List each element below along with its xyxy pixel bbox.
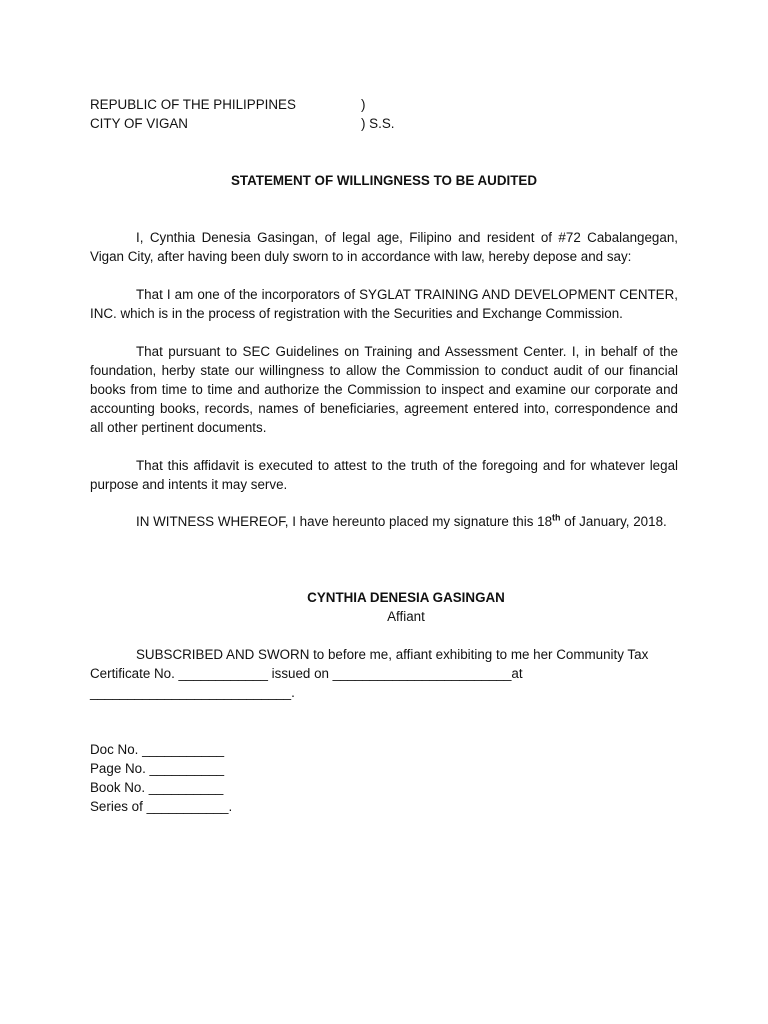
paragraph-incorporator: That I am one of the incorporators of SYGLAT TRAINING AND DEVELOPMENT CENTER, INC. which is in the process of registration with the Securities and Exchange Commission.: [90, 287, 678, 321]
paragraph-willingness: That pursuant to SEC Guidelines on Training and Assessment Center. I, in behalf of the foundation, herby state our willingness to allow the Commission to conduct audit of our financial books from time to time and authorize the Commission to inspect and examine our corporate and accounting books, records, names of beneficiaries, agreement entered into, correspondence and all other pertinent documents.: [90, 344, 678, 435]
venue-row-city: [90, 114, 690, 133]
witness-ordinal: th: [552, 512, 561, 523]
signature-block: [90, 588, 722, 626]
witness-text: IN WITNESS WHEREOF, I have hereunto placed my signature this 18: [136, 514, 553, 529]
notary-series: Series of ___________.: [90, 799, 233, 814]
affiant-role: Affiant: [387, 609, 425, 624]
notary-page-no: Page No. __________: [90, 761, 225, 776]
jurat-block: [90, 645, 678, 702]
paragraph-witness: [90, 512, 678, 531]
jurat-line-2: Certificate No. ____________ issued on ________________________at: [90, 666, 523, 681]
venue-city: CITY OF VIGAN: [90, 116, 188, 131]
jurat-line-3: ___________________________.: [90, 685, 295, 700]
paragraph-affiant-intro: I, Cynthia Denesia Gasingan, of legal age, Filipino and resident of #72 Cabalangegan, Vigan City, after having been duly sworn to in accordance with law, hereby depose and say:: [90, 230, 678, 264]
notary-doc-no: Doc No. ___________: [90, 742, 225, 757]
venue-ss: ) S.S.: [361, 116, 395, 131]
notary-book-no: Book No. __________: [90, 780, 224, 795]
jurat-line-1: SUBSCRIBED AND SWORN to before me, affiant exhibiting to me her Community Tax: [136, 647, 649, 662]
venue-republic: REPUBLIC OF THE PHILIPPINES: [90, 97, 296, 112]
affiant-name: CYNTHIA DENESIA GASINGAN: [307, 590, 505, 605]
document-title: STATEMENT OF WILLINGNESS TO BE AUDITED: [231, 173, 537, 188]
venue-paren: ): [361, 97, 366, 112]
venue-block: [90, 95, 690, 133]
witness-date: of January, 2018.: [560, 514, 667, 529]
notary-register: [90, 740, 390, 816]
venue-row-republic: [90, 95, 690, 114]
paragraph-purpose: That this affidavit is executed to attest to the truth of the foregoing and for whatever legal purpose and intents it may serve.: [90, 458, 678, 492]
